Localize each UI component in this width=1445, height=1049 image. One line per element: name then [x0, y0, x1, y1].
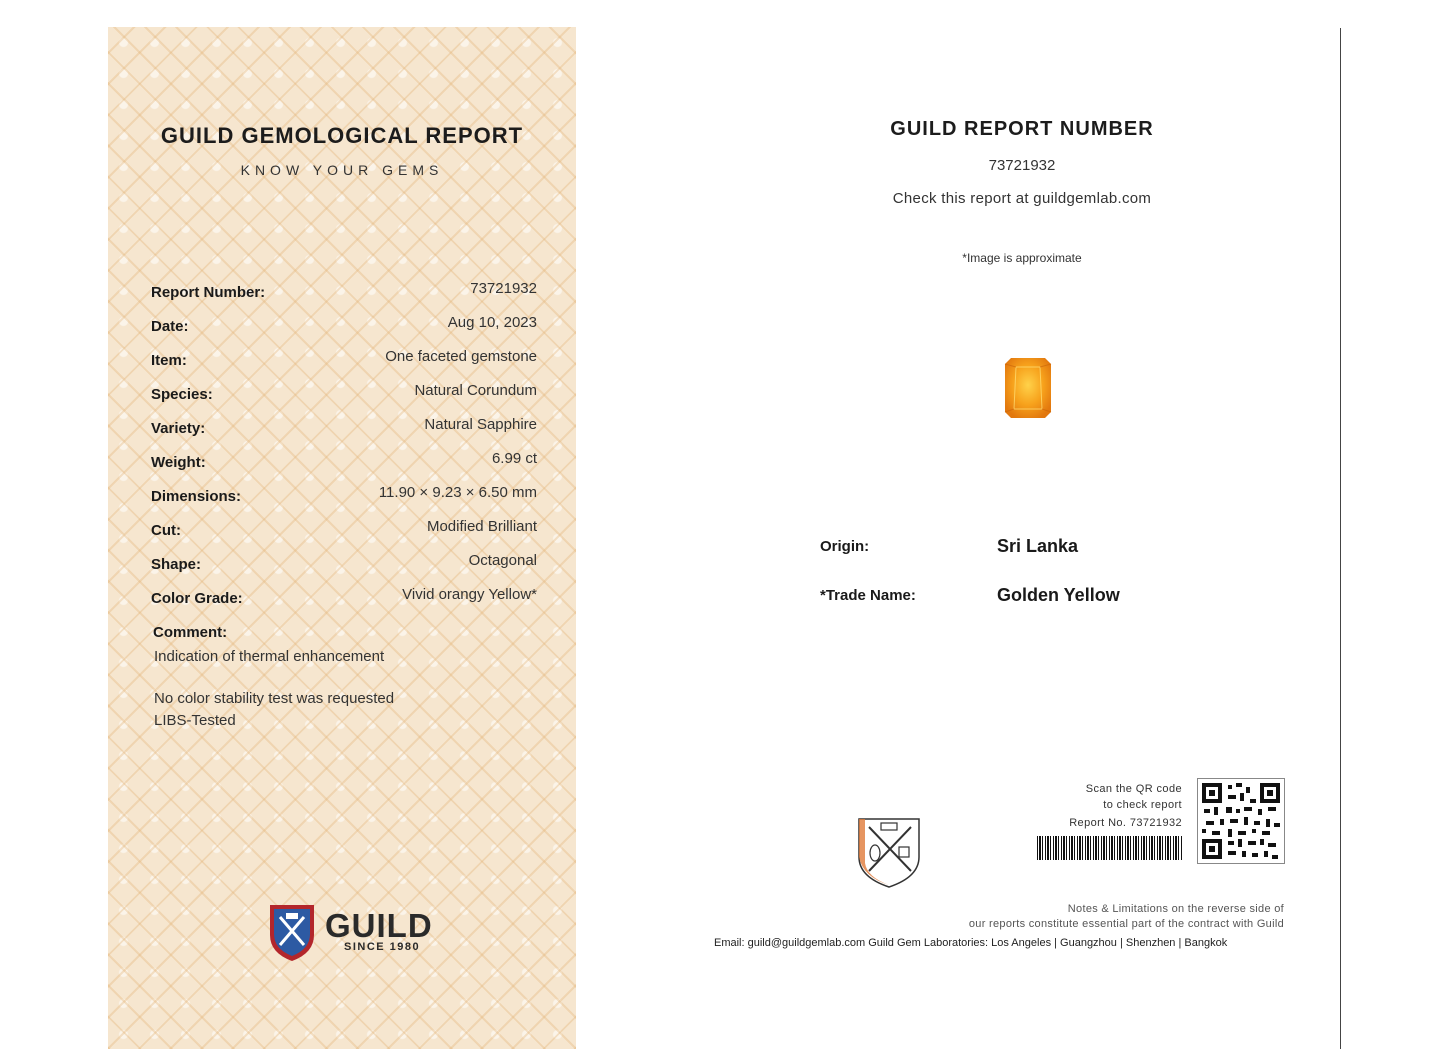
report-details-panel	[108, 27, 576, 1049]
comment-line: No color stability test was requested	[154, 690, 395, 707]
logo-text: GUILD	[325, 907, 433, 944]
report-title: GUILD GEMOLOGICAL REPORT	[160, 123, 524, 148]
origin-value: Sri Lanka	[997, 536, 1079, 556]
report-number: 73721932	[988, 157, 1056, 174]
trade-name-label: *Trade Name:	[820, 587, 916, 604]
barcode	[1037, 836, 1183, 860]
image-approx-note: *Image is approximate	[962, 251, 1082, 265]
field-shape: Shape: Octagonal	[151, 552, 537, 573]
notes-limitations: Notes & Limitations on the reverse side of	[1067, 903, 1284, 915]
footer-contact: Email: guild@guildgemlab.com Guild Gem Laboratories: Los Angeles | Guangzhou | Shenzhen | Bangkok	[714, 937, 1228, 949]
comment-label: Comment:	[153, 624, 228, 641]
qr-instruction: Scan the QR code	[1085, 783, 1182, 795]
field-weight: Weight: 6.99 ct	[151, 450, 537, 471]
logo-since: SINCE 1980	[344, 941, 421, 953]
guild-emblem-icon	[855, 813, 923, 889]
report-subtitle: KNOW YOUR GEMS	[240, 162, 444, 178]
field-dimensions: Dimensions: 11.90 × 9.23 × 6.50 mm	[151, 484, 537, 505]
field-item: Item: One faceted gemstone	[151, 348, 537, 369]
page-edge-divider	[1340, 28, 1341, 1049]
check-report-text: Check this report at guildgemlab.com	[892, 190, 1152, 207]
trade-name-value: Golden Yellow	[997, 585, 1120, 605]
qr-code-icon[interactable]	[1197, 778, 1285, 864]
comment-line: Indication of thermal enhancement	[154, 648, 385, 665]
guild-shield-logo-icon	[266, 901, 318, 963]
comment-line: LIBS-Tested	[154, 712, 236, 729]
gemstone-image	[1004, 357, 1052, 419]
qr-instruction: to check report	[1103, 799, 1182, 811]
qr-report-number: Report No. 73721932	[1069, 817, 1182, 829]
field-variety: Variety: Natural Sapphire	[151, 416, 537, 437]
field-color-grade: Color Grade: Vivid orangy Yellow*	[151, 586, 537, 607]
field-report-number: Report Number: 73721932	[151, 280, 537, 301]
report-fields	[151, 280, 537, 620]
field-date: Date: Aug 10, 2023	[151, 314, 537, 335]
field-species: Species: Natural Corundum	[151, 382, 537, 403]
report-number-title: GUILD REPORT NUMBER	[890, 118, 1154, 140]
field-cut: Cut: Modified Brilliant	[151, 518, 537, 539]
notes-limitations: our reports constitute essential part of the contract with Guild	[968, 918, 1284, 930]
origin-label: Origin:	[820, 538, 870, 555]
